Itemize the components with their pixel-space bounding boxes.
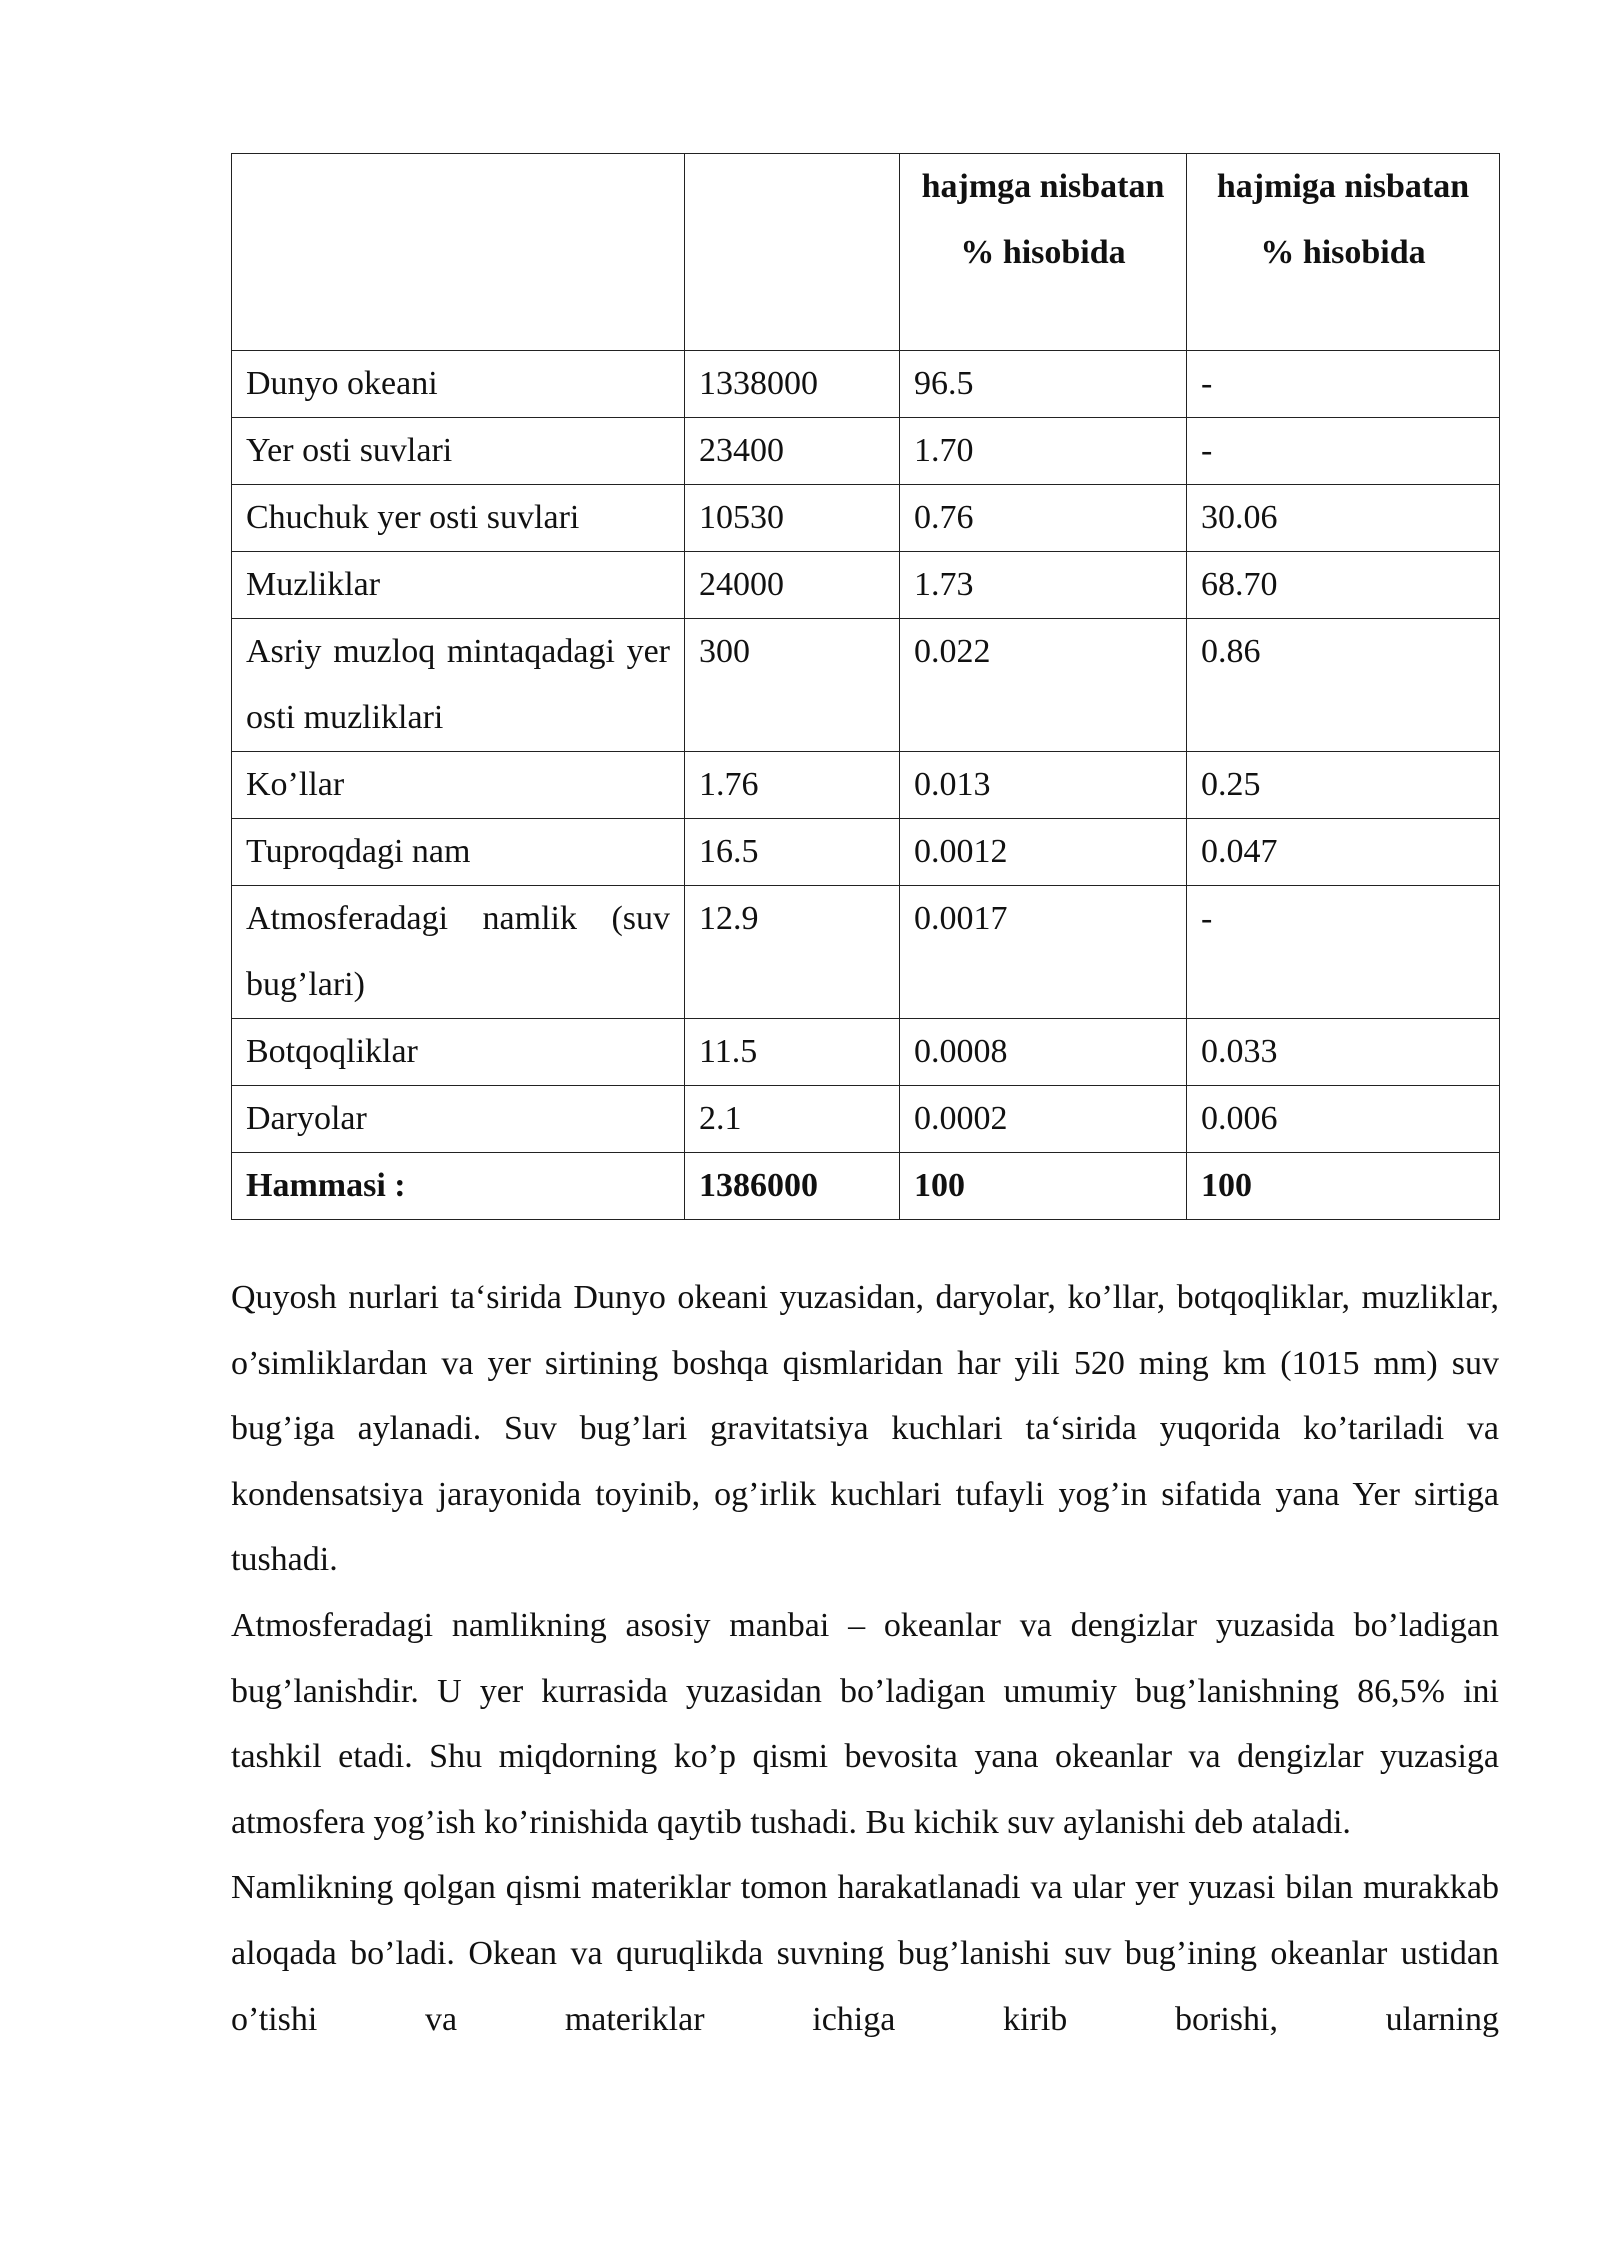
table-cell: Muzliklar <box>232 552 685 619</box>
table-cell: Botqoqliklar <box>232 1019 685 1086</box>
table-cell: 68.70 <box>1187 552 1500 619</box>
table-cell: 12.9 <box>685 886 900 1019</box>
header-cell-4: hajmiga nisbatan % hisobida <box>1187 154 1500 351</box>
table-cell: 300 <box>685 619 900 752</box>
table-cell: Yer osti suvlari <box>232 418 685 485</box>
header-cell-1 <box>232 154 685 351</box>
table-cell: 0.033 <box>1187 1019 1500 1086</box>
table-cell: 0.0008 <box>900 1019 1187 1086</box>
document-page <box>231 153 1499 2052</box>
table-cell: Dunyo okeani <box>232 351 685 418</box>
table-total-row <box>232 1153 1500 1220</box>
total-cell: 1386000 <box>685 1153 900 1220</box>
body-text <box>231 1265 1499 2052</box>
table-cell: 0.0017 <box>900 886 1187 1019</box>
table-row <box>232 418 1500 485</box>
table-header-row <box>232 154 1500 351</box>
table-cell: 23400 <box>685 418 900 485</box>
table-row <box>232 1086 1500 1153</box>
header-cell-3: hajmga nisbatan % hisobida <box>900 154 1187 351</box>
table-cell: 0.0012 <box>900 819 1187 886</box>
table-row <box>232 552 1500 619</box>
header-cell-2 <box>685 154 900 351</box>
table-cell: 0.047 <box>1187 819 1500 886</box>
table-row <box>232 351 1500 418</box>
table-cell: 0.022 <box>900 619 1187 752</box>
table-cell: - <box>1187 351 1500 418</box>
table-cell: 0.86 <box>1187 619 1500 752</box>
paragraph-2: Atmosferadagi namlikning asosiy manbai – okeanlar va dengizlar yuzasida bo’ladigan bug’lanishdir. U yer kurrasida yuzasidan bo’ladigan umumiy bug’lanishning 86,5% ini tashkil etadi. Shu miqdorning ko’p qismi bevosita yana okeanlar va dengizlar yuzasiga atmosfera yog’ish ko’rinishida qaytib tushadi. Bu kichik suv aylanishi deb ataladi. <box>231 1606 1499 1841</box>
table-cell: Ko’llar <box>232 752 685 819</box>
table-cell: 11.5 <box>685 1019 900 1086</box>
table-row <box>232 752 1500 819</box>
total-cell: Hammasi : <box>232 1153 685 1220</box>
table-cell: 1.70 <box>900 418 1187 485</box>
paragraph-1: Quyosh nurlari ta‘sirida Dunyo okeani yuzasidan, daryolar, ko’llar, botqoqliklar, muzliklar, o’simliklardan va yer sirtining boshqa qismlaridan har yili 520 ming km (1015 mm) suv bug’iga aylanadi. Suv bug’lari gravitatsiya kuchlari ta‘sirida yuqorida ko’tariladi va kondensatsiya jarayonida toyinib, og’irlik kuchlari tufayli yog’in sifatida yana Yer sirtiga tushadi. <box>231 1279 1499 1579</box>
table-cell: 16.5 <box>685 819 900 886</box>
table-cell: Chuchuk yer osti suvlari <box>232 485 685 552</box>
table-row <box>232 886 1500 1019</box>
table-cell: 0.0002 <box>900 1086 1187 1153</box>
table-cell: 10530 <box>685 485 900 552</box>
paragraph-3: Namlikning qolgan qismi materiklar tomon harakatlanadi va ular yer yuzasi bilan murakkab aloqada bo’ladi. Okean va quruqlikda suvning bug’lanishi suv bug’ining okeanlar ustidan o’tishi va materiklar ichiga kirib borishi, ularning <box>231 1869 1499 2038</box>
table-cell: Asriy muzloq mintaqadagi yer osti muzliklari <box>232 619 685 752</box>
table-cell: 1.73 <box>900 552 1187 619</box>
total-cell: 100 <box>1187 1153 1500 1220</box>
table-cell: Daryolar <box>232 1086 685 1153</box>
table-row <box>232 819 1500 886</box>
table-cell: 0.25 <box>1187 752 1500 819</box>
table-cell: 30.06 <box>1187 485 1500 552</box>
table-row <box>232 1019 1500 1086</box>
table-cell: 96.5 <box>900 351 1187 418</box>
table-cell: - <box>1187 886 1500 1019</box>
table-cell: 0.76 <box>900 485 1187 552</box>
table-cell: 1.76 <box>685 752 900 819</box>
water-distribution-table <box>231 153 1500 1220</box>
table-cell: 1338000 <box>685 351 900 418</box>
table-cell: Tuproqdagi nam <box>232 819 685 886</box>
table-cell: Atmosferadagi namlik (suv bug’lari) <box>232 886 685 1019</box>
table-cell: 0.006 <box>1187 1086 1500 1153</box>
table-cell: - <box>1187 418 1500 485</box>
table-cell: 0.013 <box>900 752 1187 819</box>
table-cell: 24000 <box>685 552 900 619</box>
table-row <box>232 619 1500 752</box>
table-row <box>232 485 1500 552</box>
table-cell: 2.1 <box>685 1086 900 1153</box>
total-cell: 100 <box>900 1153 1187 1220</box>
